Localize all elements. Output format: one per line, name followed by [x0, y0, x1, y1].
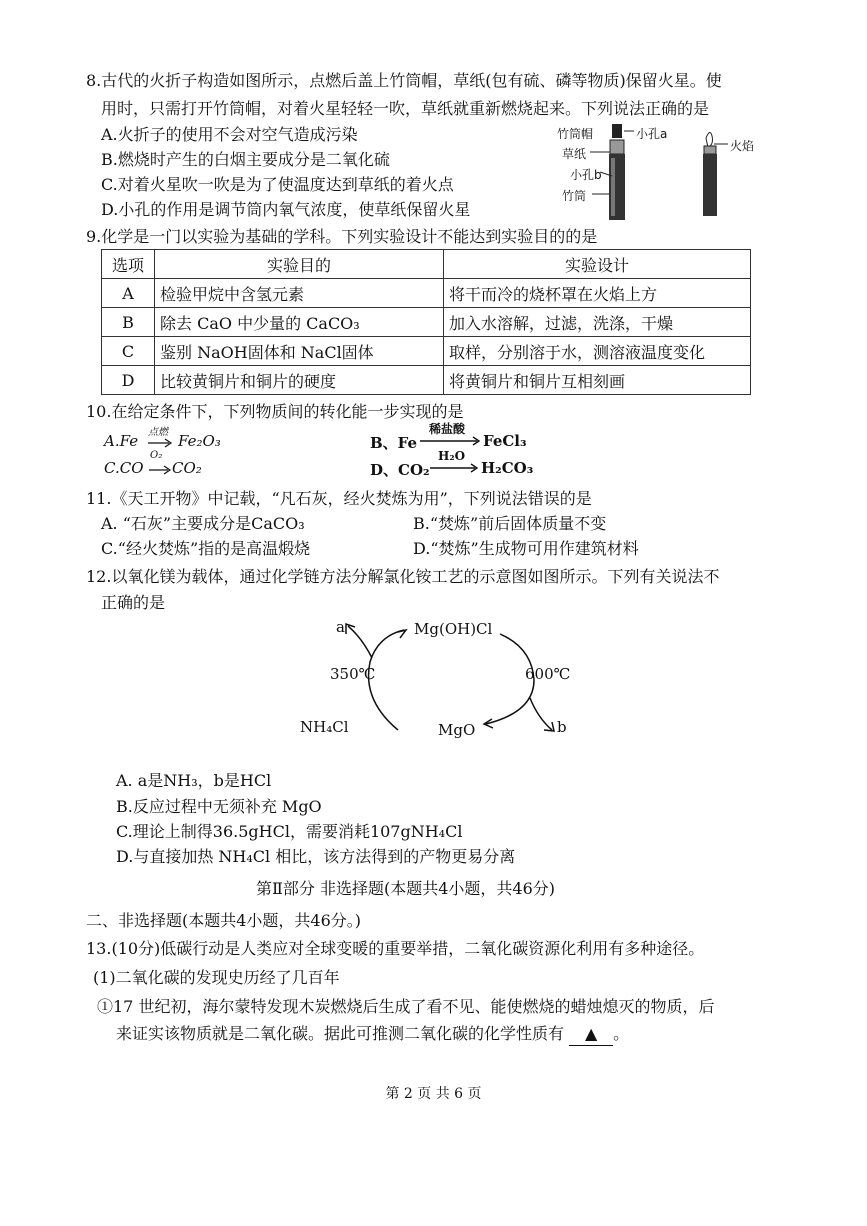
q10-d-left: D、CO₂	[370, 461, 430, 479]
q13-stem: 13.(10分)低碳行动是人类应对全球变暖的重要举措，二氧化碳资源化利用有多种途径。	[86, 939, 705, 958]
table-row	[102, 366, 751, 395]
q10-d-right: H₂CO₃	[481, 459, 534, 477]
q10-b-left: B、Fe	[370, 434, 418, 452]
q8-option-a: A.火折子的使用不会对空气造成污染	[101, 125, 358, 144]
diagram-b: b	[557, 718, 567, 736]
q8-option-d: D.小孔的作用是调节筒内氧气浓度，使草纸保留火星	[101, 200, 471, 219]
diagram-a: a	[336, 618, 345, 636]
paper-roll	[610, 140, 624, 154]
q10-c-right: CO₂	[172, 459, 202, 477]
table-row	[102, 279, 751, 308]
end-period: 。	[613, 1024, 630, 1043]
q11-option-b: B.“焚炼”前后固体质量不变	[413, 514, 607, 533]
q12-option-c: C.理论上制得36.5gHCl，需要消耗107gNH₄Cl	[116, 822, 463, 841]
q13-p1-line2-text: 来证实该物质就是二氧化碳。据此可推测二氧化碳的化学性质有	[116, 1024, 565, 1043]
q11-option-a: A. “石灰”主要成分是CaCO₃	[101, 514, 305, 533]
q11-option-d: D.“焚炼”生成物可用作建筑材料	[413, 539, 639, 558]
q8-stem-line2: 用时，只需打开竹筒帽，对着火星轻轻一吹，草纸就重新燃烧起来。下列说法正确的是	[101, 99, 710, 118]
part2-title: 第Ⅱ部分 非选择题(本题共4小题，共46分)	[256, 879, 555, 898]
q8-option-b: B.燃烧时产生的白烟主要成分是二氧化硫	[101, 150, 390, 169]
q10-c-condition: O₂	[150, 450, 163, 461]
row-c-design: 取样，分别溶于水，测溶液温度变化	[444, 337, 751, 366]
q13-p1-line2	[116, 1023, 629, 1046]
row-b-option: B	[102, 308, 155, 337]
diagram-nh4cl: NH₄Cl	[300, 718, 349, 736]
branch-to-a	[348, 626, 372, 658]
page-footer: 第 2 页 共 6 页	[385, 1086, 482, 1102]
q10-d-condition: H₂O	[438, 449, 466, 463]
q10-a-condition: 点燃	[148, 427, 168, 438]
table-row	[102, 337, 751, 366]
q12-option-a: A. a是NH₃，b是HCl	[116, 771, 272, 790]
header-purpose: 实验目的	[155, 250, 444, 279]
table-header-row	[102, 250, 751, 279]
section-heading: 二、非选择题(本题共4小题，共46分。)	[86, 911, 362, 930]
row-a-purpose: 检验甲烷中含氢元素	[155, 279, 444, 308]
row-a-design: 将干而冷的烧杯罩在火焰上方	[444, 279, 751, 308]
branch-to-b	[530, 698, 552, 730]
row-c-option: C	[102, 337, 155, 366]
q10-a-right: Fe₂O₃	[178, 432, 221, 450]
q10-a-left: A.Fe	[104, 432, 139, 450]
q12-stem-line1: 12.以氧化镁为载体，通过化学链方法分解氯化铵工艺的示意图如图所示。下列有关说法不	[86, 567, 720, 586]
q10-c-left: C.CO	[104, 459, 144, 477]
q9-stem: 9.化学是一门以实验为基础的学科。下列实验设计不能达到实验目的的是	[86, 227, 598, 246]
blank-triangle-icon: ▲	[584, 1024, 598, 1043]
q10-d-arrow	[429, 463, 479, 473]
q10-a-arrow	[147, 438, 173, 448]
label-paper: 草纸	[562, 147, 587, 161]
header-option: 选项	[102, 250, 155, 279]
diagram-600c: 600℃	[525, 665, 571, 683]
q12-option-d: D.与直接加热 NH₄Cl 相比，该方法得到的产物更易分离	[116, 847, 516, 866]
q12-stem-line2: 正确的是	[101, 593, 166, 612]
row-b-purpose: 除去 CaO 中少量的 CaCO₃	[155, 308, 444, 337]
label-flame: 火焰	[730, 139, 755, 153]
q10-b-arrow	[419, 436, 481, 446]
header-design: 实验设计	[444, 250, 751, 279]
q10-b-condition: 稀盐酸	[429, 422, 466, 436]
row-d-purpose: 比较黄铜片和铜片的硬度	[155, 366, 444, 395]
q9-table	[101, 249, 751, 395]
diagram-mgo: MgO	[438, 721, 476, 739]
q13-sub1: (1)二氧化碳的发现史历经了几百年	[93, 968, 340, 987]
diagram-350c: 350℃	[330, 665, 376, 683]
q10-c-arrow	[148, 465, 172, 475]
q11-stem: 11.《天工开物》中记载，“凡石灰，经火焚炼为用”，下列说法错误的是	[86, 489, 592, 508]
label-tube: 竹筒	[562, 189, 587, 203]
label-cap: 竹筒帽	[557, 127, 594, 141]
table-row	[102, 308, 751, 337]
q12-option-b: B.反应过程中无须补充 MgO	[116, 797, 322, 816]
row-d-design: 将黄铜片和铜片互相刻画	[444, 366, 751, 395]
row-b-design: 加入水溶解，过滤，洗涤，干燥	[444, 308, 751, 337]
answer-blank[interactable]	[569, 1023, 613, 1046]
row-a-option: A	[102, 279, 155, 308]
q8-stem-line1: 8.古代的火折子构造如图所示，点燃后盖上竹筒帽，草纸(包有硫、磷等物质)保留火星。使	[86, 71, 722, 90]
label-hole-a: 小孔a	[636, 127, 668, 141]
diagram-mgohcl: Mg(OH)Cl	[414, 620, 493, 638]
row-d-option: D	[102, 366, 155, 395]
row-c-purpose: 鉴别 NaOH固体和 NaCl固体	[155, 337, 444, 366]
q13-p1-line1: ①17 世纪初，海尔蒙特发现木炭燃烧后生成了看不见、能使燃烧的蜡烛熄灭的物质，后	[97, 997, 715, 1016]
q11-option-c: C.“经火焚炼”指的是高温煅烧	[101, 539, 311, 558]
q10-stem: 10.在给定条件下，下列物质间的转化能一步实现的是	[86, 402, 464, 421]
label-hole-b: 小孔b	[570, 168, 602, 182]
q8-option-c: C.对着火星吹一吹是为了使温度达到草纸的着火点	[101, 175, 454, 194]
q10-b-right: FeCl₃	[483, 432, 527, 450]
bamboo-cap	[612, 124, 622, 138]
